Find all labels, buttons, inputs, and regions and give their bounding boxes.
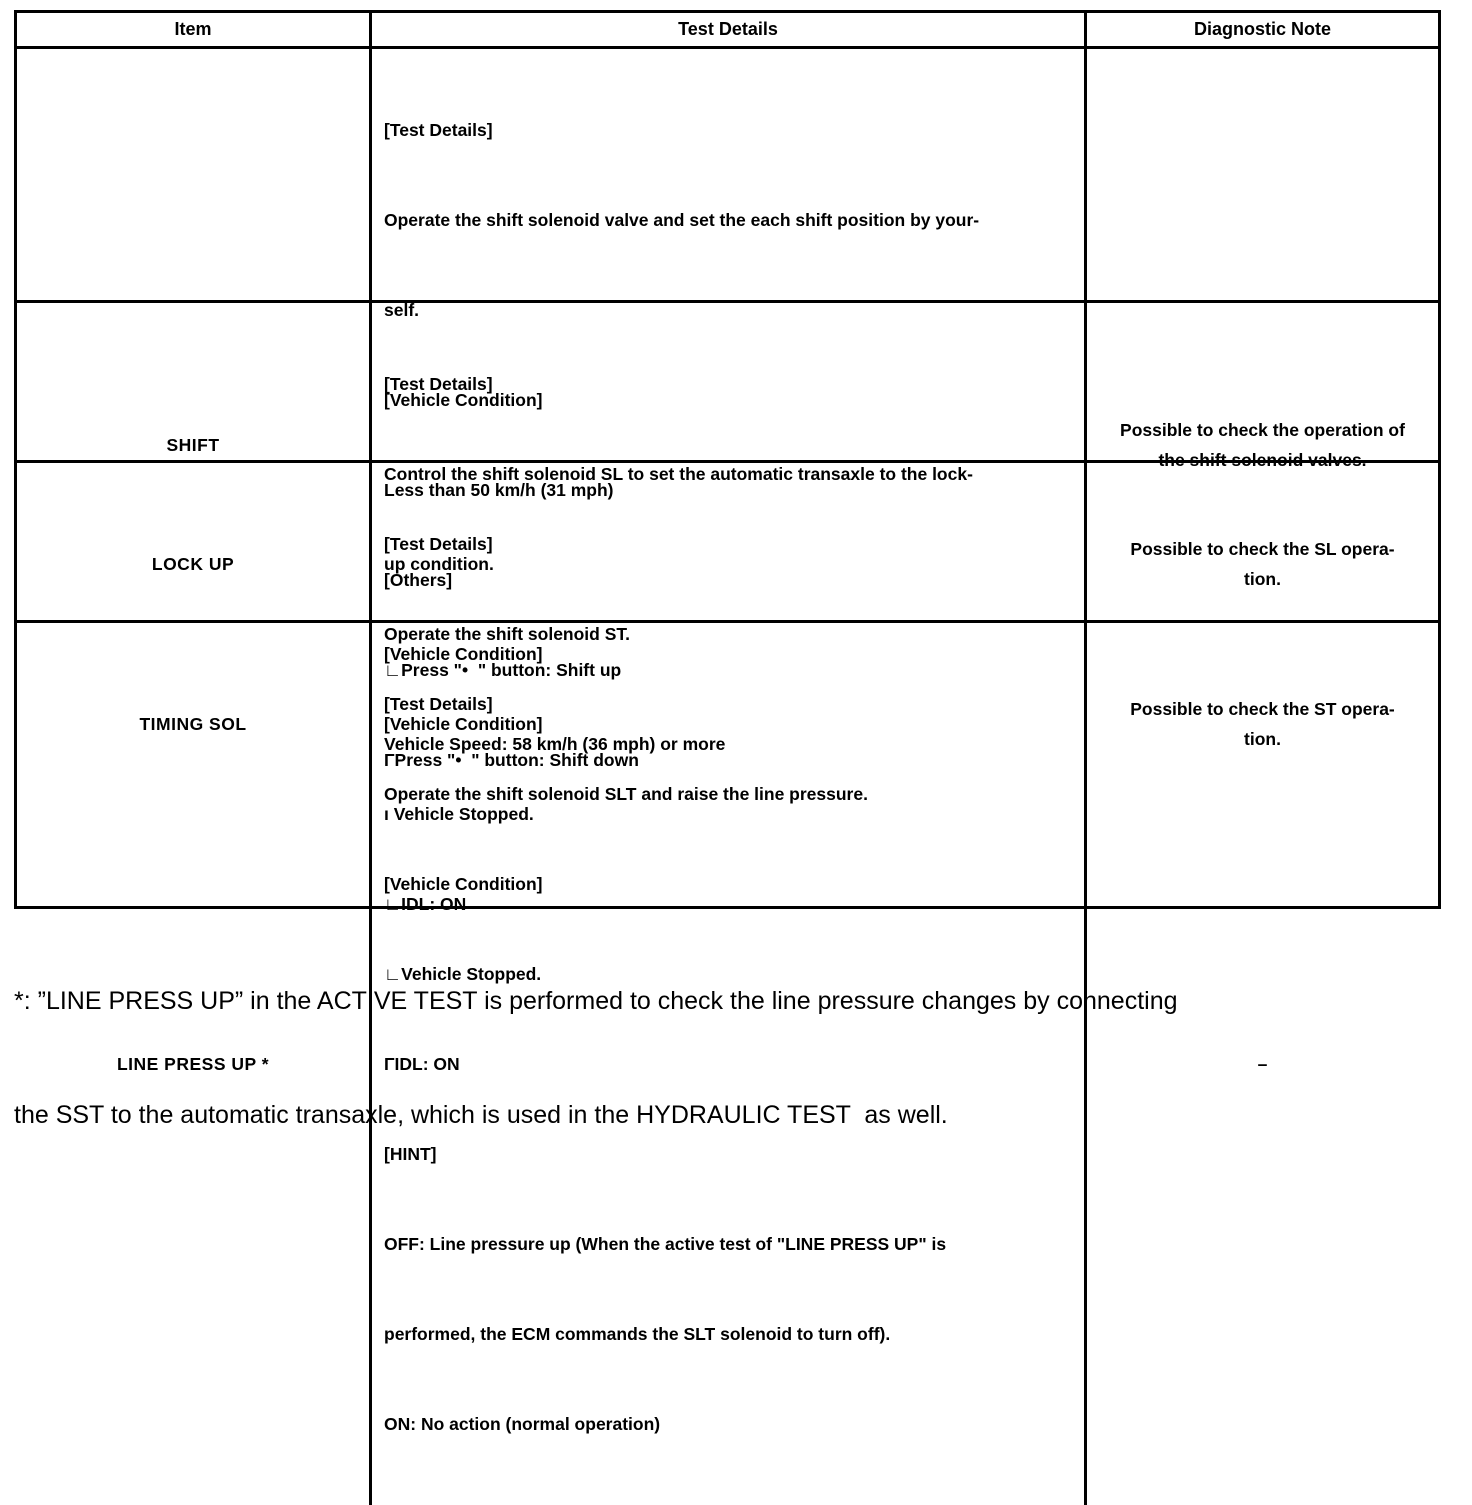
table-header-row	[17, 13, 1438, 49]
footnote	[14, 906, 1464, 1210]
details-line: Less than 50 km/h (31 mph)	[384, 480, 614, 500]
item-cell: TIMING SOL	[17, 463, 372, 985]
details-line: Operate the shift solenoid ST.	[384, 624, 631, 644]
details-line: OFF: Line pressure up (When the active test of "LINE PRESS UP" is	[384, 1234, 947, 1254]
details-line: [Vehicle Condition]	[384, 390, 543, 410]
details-line: [Test Details]	[384, 120, 493, 140]
details-line: Vehicle Speed: 58 km/h (36 mph) or more	[384, 734, 726, 754]
details-line: [Test Details]	[384, 534, 493, 554]
column-header-test-details: Test Details	[372, 13, 1087, 46]
details-line: performed, the ECM commands the SLT solenoid to turn off).	[384, 1324, 891, 1344]
details-line: [Test Details]	[384, 374, 493, 394]
footnote-line: the SST to the automatic transaxle, which is used in the HYDRAULIC TEST as well.	[14, 1101, 948, 1129]
note-line: tion.	[1244, 729, 1281, 749]
details-line: self.	[384, 300, 420, 320]
column-header-item: Item	[17, 13, 372, 46]
column-header-diagnostic-note: Diagnostic Note	[1193, 19, 1331, 39]
note-line: Possible to check the SL opera-	[1130, 539, 1395, 559]
note-line: –	[1257, 1054, 1268, 1074]
details-line: [Vehicle Condition]	[384, 714, 543, 734]
details-line: [Test Details]	[384, 694, 493, 714]
note-line: Possible to check the operation of	[1120, 420, 1405, 440]
item-cell: LOCK UP	[17, 303, 372, 825]
details-line: Operate the shift solenoid valve and set the each shift position by your-	[384, 210, 980, 230]
footnote-line: *: ”LINE PRESS UP” in the ACTIVE TEST is performed to check the line pressure changes by connecting	[14, 987, 1178, 1015]
details-line: [Vehicle Condition]	[384, 874, 543, 894]
details-line: Operate the shift solenoid SLT and raise the line pressure.	[384, 784, 868, 804]
note-line: Possible to check the ST opera-	[1130, 699, 1395, 719]
details-line: ∟IDL: ON	[384, 894, 467, 914]
details-line: ∟Press "• " button: Shift up	[384, 660, 622, 680]
details-line: ON: No action (normal operation)	[384, 1414, 661, 1434]
note-line: tion.	[1244, 569, 1281, 589]
item-cell: SHIFT	[17, 49, 372, 841]
details-line: [Others]	[384, 570, 453, 590]
note-line: the shift solenoid valves.	[1158, 450, 1367, 470]
details-line: ΓIDL: ON	[384, 1054, 460, 1074]
details-line: up condition.	[384, 554, 494, 574]
details-line: ı Vehicle Stopped.	[384, 804, 534, 824]
details-line: [HINT]	[384, 1144, 437, 1164]
details-line: Control the shift solenoid SL to set the automatic transaxle to the lock-	[384, 464, 973, 484]
item-cell: LINE PRESS UP *	[17, 623, 372, 1505]
details-line: ∟Vehicle Stopped.	[384, 964, 542, 984]
details-line: ΓPress "• " button: Shift down	[384, 750, 639, 770]
details-line: [Vehicle Condition]	[384, 644, 543, 664]
